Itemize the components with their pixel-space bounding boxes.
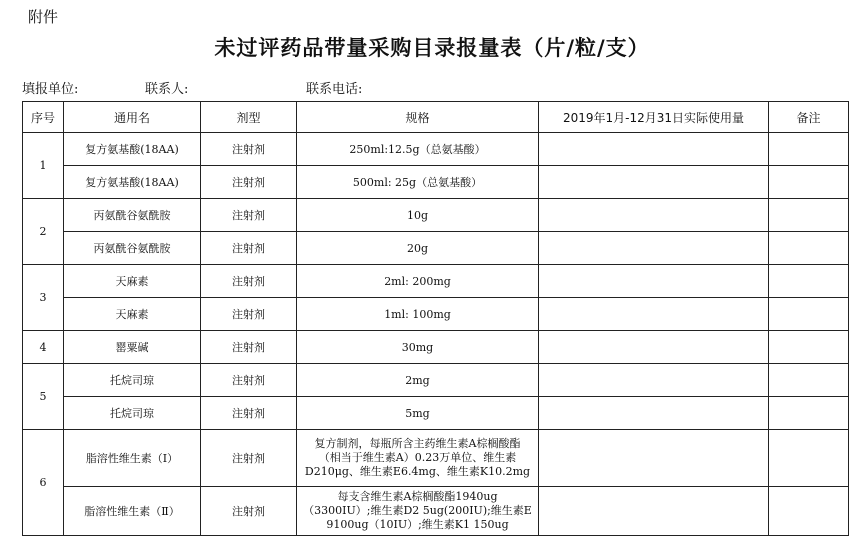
remarks-input-cell[interactable] (769, 487, 849, 536)
spec-line: （相当于维生素A）0.23万单位、维生素 (318, 451, 517, 464)
remarks-input-cell[interactable] (769, 199, 849, 232)
table-row (23, 430, 849, 487)
row-number: 6 (23, 430, 64, 536)
usage-input-cell[interactable] (539, 331, 769, 364)
table-row (23, 166, 849, 199)
generic-name-cell: 天麻素 (64, 265, 201, 298)
spec-cell: 5mg (297, 397, 539, 430)
contact-person-label: 联系人: (145, 82, 189, 97)
generic-name-cell: 复方氨基酸(18AA) (64, 166, 201, 199)
spec-cell (297, 430, 539, 487)
row-number: 1 (23, 133, 64, 199)
generic-name-cell: 托烷司琼 (64, 364, 201, 397)
remarks-input-cell[interactable] (769, 331, 849, 364)
generic-name-cell: 脂溶性维生素（Ⅱ） (64, 487, 201, 536)
remarks-input-cell[interactable] (769, 430, 849, 487)
spec-line: D210μg、维生素E6.4mg、维生素K10.2mg (304, 465, 531, 478)
generic-name-cell: 托烷司琼 (64, 397, 201, 430)
spec-cell (297, 487, 539, 536)
generic-name-cell: 天麻素 (64, 298, 201, 331)
table-row (23, 397, 849, 430)
dosage-form-cell: 注射剂 (201, 331, 297, 364)
dosage-form-cell: 注射剂 (201, 265, 297, 298)
usage-input-cell[interactable] (539, 397, 769, 430)
generic-name-cell: 丙氨酰谷氨酰胺 (64, 232, 201, 265)
col-header-no: 序号 (23, 102, 64, 133)
row-number: 4 (23, 331, 64, 364)
usage-input-cell[interactable] (539, 298, 769, 331)
table-row (23, 199, 849, 232)
spec-cell: 10g (297, 199, 539, 232)
generic-name-cell: 丙氨酰谷氨酰胺 (64, 199, 201, 232)
remarks-input-cell[interactable] (769, 397, 849, 430)
usage-input-cell[interactable] (539, 133, 769, 166)
table-row (23, 298, 849, 331)
table-row (23, 265, 849, 298)
spec-cell: 1ml: 100mg (297, 298, 539, 331)
usage-input-cell[interactable] (539, 430, 769, 487)
col-header-remarks: 备注 (769, 102, 849, 133)
dosage-form-cell: 注射剂 (201, 364, 297, 397)
reporting-unit-label: 填报单位: (22, 82, 79, 97)
remarks-input-cell[interactable] (769, 265, 849, 298)
table-row (23, 133, 849, 166)
spec-line: 9100ug（10IU）;维生素K1 150ug (326, 518, 509, 531)
dosage-form-cell: 注射剂 (201, 487, 297, 536)
col-header-spec: 规格 (297, 102, 539, 133)
remarks-input-cell[interactable] (769, 298, 849, 331)
dosage-form-cell: 注射剂 (201, 298, 297, 331)
usage-input-cell[interactable] (539, 487, 769, 536)
remarks-input-cell[interactable] (769, 232, 849, 265)
table-row (23, 364, 849, 397)
remarks-input-cell[interactable] (769, 166, 849, 199)
usage-input-cell[interactable] (539, 232, 769, 265)
col-header-generic-name: 通用名 (64, 102, 201, 133)
generic-name-cell: 脂溶性维生素（Ⅰ） (64, 430, 201, 487)
table-row (23, 331, 849, 364)
dosage-form-cell: 注射剂 (201, 166, 297, 199)
spec-cell: 2mg (297, 364, 539, 397)
spec-line: （3300IU）;维生素D2 5ug(200IU);维生素E (303, 504, 532, 517)
table-row (23, 487, 849, 536)
table-row (23, 232, 849, 265)
usage-input-cell[interactable] (539, 199, 769, 232)
attachment-label: 附件 (28, 8, 59, 26)
generic-name-cell: 复方氨基酸(18AA) (64, 133, 201, 166)
spec-cell: 500ml: 25g（总氨基酸） (297, 166, 539, 199)
usage-input-cell[interactable] (539, 265, 769, 298)
contact-phone-label: 联系电话: (306, 82, 363, 97)
dosage-form-cell: 注射剂 (201, 133, 297, 166)
table-header-row (23, 102, 849, 133)
dosage-form-cell: 注射剂 (201, 232, 297, 265)
procurement-table (22, 101, 849, 536)
spec-cell: 20g (297, 232, 539, 265)
col-header-actual-usage: 2019年1月-12月31日实际使用量 (539, 102, 769, 133)
spec-cell: 30mg (297, 331, 539, 364)
row-number: 3 (23, 265, 64, 331)
spec-cell: 2ml: 200mg (297, 265, 539, 298)
col-header-dosage-form: 剂型 (201, 102, 297, 133)
spec-cell: 250ml:12.5g（总氨基酸） (297, 133, 539, 166)
remarks-input-cell[interactable] (769, 364, 849, 397)
dosage-form-cell: 注射剂 (201, 397, 297, 430)
usage-input-cell[interactable] (539, 364, 769, 397)
remarks-input-cell[interactable] (769, 133, 849, 166)
dosage-form-cell: 注射剂 (201, 199, 297, 232)
generic-name-cell: 罂粟碱 (64, 331, 201, 364)
page-title: 未过评药品带量采购目录报量表（片/粒/支） (214, 36, 650, 60)
spec-line: 复方制剂，每瓶所含主药维生素A棕榈酸酯 (314, 437, 521, 450)
row-number: 5 (23, 364, 64, 430)
spec-line: 每支含维生素A棕榈酸酯1940ug (337, 490, 498, 503)
dosage-form-cell: 注射剂 (201, 430, 297, 487)
row-number: 2 (23, 199, 64, 265)
usage-input-cell[interactable] (539, 166, 769, 199)
